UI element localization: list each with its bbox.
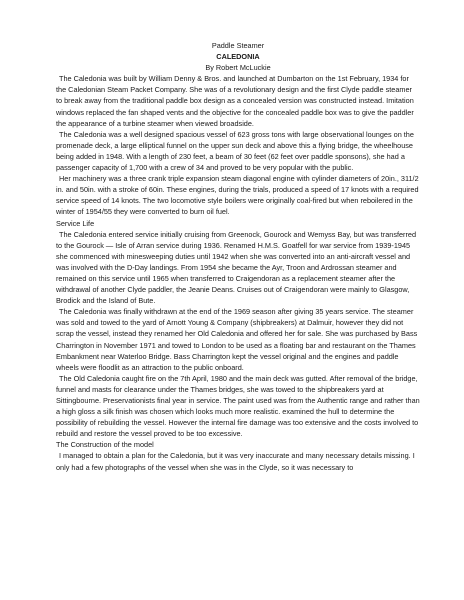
paragraph-service-2: The Caledonia was finally withdrawn at the end of the 1969 season after giving 35 years service. The steamer was sold and towed to the yard of Arnott Young & Company (shipbreakers) at Dalmuir, however they did not scrap the vessel, instead they renamed her Old Caledonia and offered her for sale. She was purchased by Bass Charrington in November 1971 and towed to London to be used as a floating bar and restaurant on the Thames Embankment near Waterloo Bridge. Bass Charrington kept the vessel original and the engines and paddle wheels were floodlit as an attraction to the public onboard. (56, 307, 418, 372)
paragraph-service-3: The Old Caledonia caught fire on the 7th April, 1980 and the main deck was gutted. After removal of the bridge, funnel and masts for clearance under the Thames bridges, she was towed to the shipbreakers yard at Sittingbourne. Preservationists final year in service. The paint used was from the Authentic range and rather than a high gloss a silk finish was chosen which looks much more realistic. examined the hull to determine the possibility of rebuilding the vessel. However the internal fire damage was too extensive and the costs involved to rebuild and restore the vessel proved to be too excessive. (56, 373, 420, 439)
paragraph-service-1: The Caledonia entered service initially cruising from Greenock, Gourock and Wemyss Bay, but was transferred to the Gourock — Isle of Arran service during 1936. Renamed H.M.S. Goatfell for war service from 1939-1945 she commenced with minesweeping duties until 1942 when she was converted into an anti-aircraft vessel and was involved with the D-Day landings. From 1954 she became the Ayr, Troon and Ardrossan steamer and remained on this service until 1965 when transferred to Craigendoran as a replacement steamer after the withdrawal of another Clyde paddler, the Jeanie Deans. Cruises out of Craigendoran were mainly to Glasgow, Brodick and the Island of Bute. (56, 229, 417, 306)
page-title: CALEDONIA (216, 52, 260, 62)
section-heading-service: Service Life (56, 218, 95, 228)
paragraph-intro-2: The Caledonia was a well designed spacious vessel of 623 gross tons with large observational lounges on the promenade deck, a large elliptical funnel on the upper sun deck and above this a flying bridge, the wheelhouse being added in 1948. With a length of 230 feet, a beam of 30 feet (62 feet over paddle sponsons), she had a passenger capacity of 1,700 with a crew of 34 and proved to be very popular with the public. (56, 129, 414, 173)
paragraph-intro-3: Her machinery was a three crank triple expansion steam diagonal engine with cylinder diameters of 20in., 311/2 in. and 50in. with a stroke of 60in. These engines, during the trials, produced a speed of 17 knots with a required service speed of 14 knots. The two locomotive style boilers were originally coal-fired but when reboilered in the winter of 1954/55 they were converted to burn oil fuel. (56, 174, 419, 217)
paragraph-construction-1: I managed to obtain a plan for the Caledonia, but it was very inaccurate and many necessary details missing. I only had a few photographs of the vessel when she was in the Clyde, so it was necessary to (56, 451, 415, 472)
subtitle: Paddle Steamer (211, 41, 265, 50)
section-heading-construction: The Construction of the model (56, 440, 154, 450)
byline: By Robert McLuckie (205, 63, 271, 73)
paragraph-intro-1: The Caledonia was built by William Denny & Bros. and launched at Dumbarton on the 1st February, 1934 for the Caledonian Steam Packet Company. She was of a revolutionary design and the first Clyde paddle steamer to break away from the traditional paddle box design as a concealed version was constructed instead. Imitation windows replaced the fan shaped vents and the objective for the concealed paddle box was to give the paddler the appearance of a turbine steamer when viewed broadside. (56, 74, 414, 128)
title-block (56, 40, 420, 73)
